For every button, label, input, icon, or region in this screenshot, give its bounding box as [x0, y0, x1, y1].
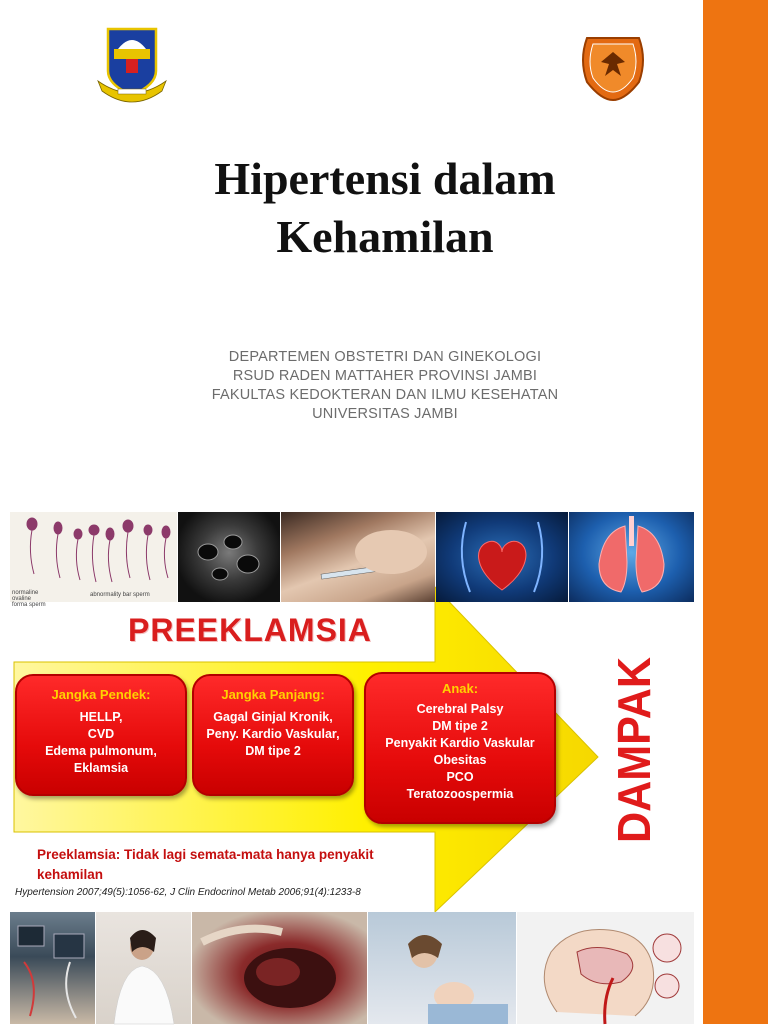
title-line-2: Kehamilan: [276, 211, 494, 262]
box-title: Jangka Pendek:: [51, 687, 151, 702]
box-item: CVD: [87, 727, 115, 741]
box-item: DM tipe 2: [432, 719, 488, 733]
note-line-1: Preeklamsia: Tidak lagi semata-mata hanya penyakit: [37, 847, 374, 862]
sperm-diagram-photo: [10, 512, 177, 608]
short-term-box: [15, 674, 187, 796]
department-line: FAKULTAS KEDOKTERAN DAN ILMU KESEHATAN: [211, 387, 559, 403]
preeclampsia-heading: PREEKLAMSIA: [128, 612, 372, 648]
injection-photo: [281, 512, 435, 602]
department-block: [180, 348, 590, 424]
stroke-diagram-photo: [517, 912, 694, 1024]
icu-equipment-photo: [10, 912, 95, 1024]
box-item: Peny. Kardio Vaskular,: [206, 727, 340, 741]
dampak-label: [604, 644, 664, 845]
citation-rest: 2007;49(5):1056-62, J Clin Endocrinol Metab 2006;91(4):1233-8: [73, 887, 361, 898]
university-logo: [577, 30, 649, 102]
preeclampsia-note: [37, 845, 417, 885]
title-line-1: Hipertensi dalam: [214, 153, 556, 204]
lungs-anatomy-photo: [569, 512, 694, 602]
hospital-patient-photo: [96, 912, 191, 1024]
surgery-photo: [192, 912, 367, 1024]
citation-journal: Hypertension: [15, 887, 74, 898]
department-line: UNIVERSITAS JAMBI: [312, 406, 458, 422]
department-line: DEPARTEMEN OBSTETRI DAN GINEKOLOGI: [228, 349, 542, 365]
preeclampsia-infographic: [10, 512, 694, 1024]
department-line: RSUD RADEN MATTAHER PROVINSI JAMBI: [232, 368, 538, 384]
long-term-box: [192, 674, 354, 796]
box-item: Edema pulmonum,: [45, 744, 157, 758]
box-item: Cerebral Palsy: [416, 702, 504, 716]
dampak-text: DAMPAK: [608, 644, 660, 843]
box-item: HELLP,: [79, 710, 123, 724]
box-title: Jangka Panjang:: [221, 687, 325, 702]
heart-anatomy-photo: [436, 512, 568, 602]
box-item: Obesitas: [433, 753, 487, 767]
child-impact-box: [364, 672, 556, 824]
box-item: Penyakit Kardio Vaskular: [385, 736, 535, 750]
box-item: Gagal Ginjal Kronik,: [213, 710, 333, 724]
note-line-2: kehamilan: [37, 867, 104, 882]
box-item: DM tipe 2: [245, 744, 301, 758]
box-item: Eklamsia: [73, 761, 129, 775]
box-item: Teratozoospermia: [406, 787, 514, 801]
page-title: [150, 150, 620, 266]
citation: [15, 887, 361, 898]
box-item: PCO: [446, 770, 474, 784]
sperm-caption-left: normaline ovaline forma sperm: [12, 590, 46, 608]
ultrasound-photo: [178, 512, 280, 602]
box-title: Anak:: [441, 681, 479, 696]
mother-baby-photo: [368, 912, 516, 1024]
sperm-caption-right: abnormality bar sperm: [90, 592, 150, 598]
orange-side-bar: [703, 0, 768, 1024]
jambi-province-logo: [96, 25, 168, 103]
